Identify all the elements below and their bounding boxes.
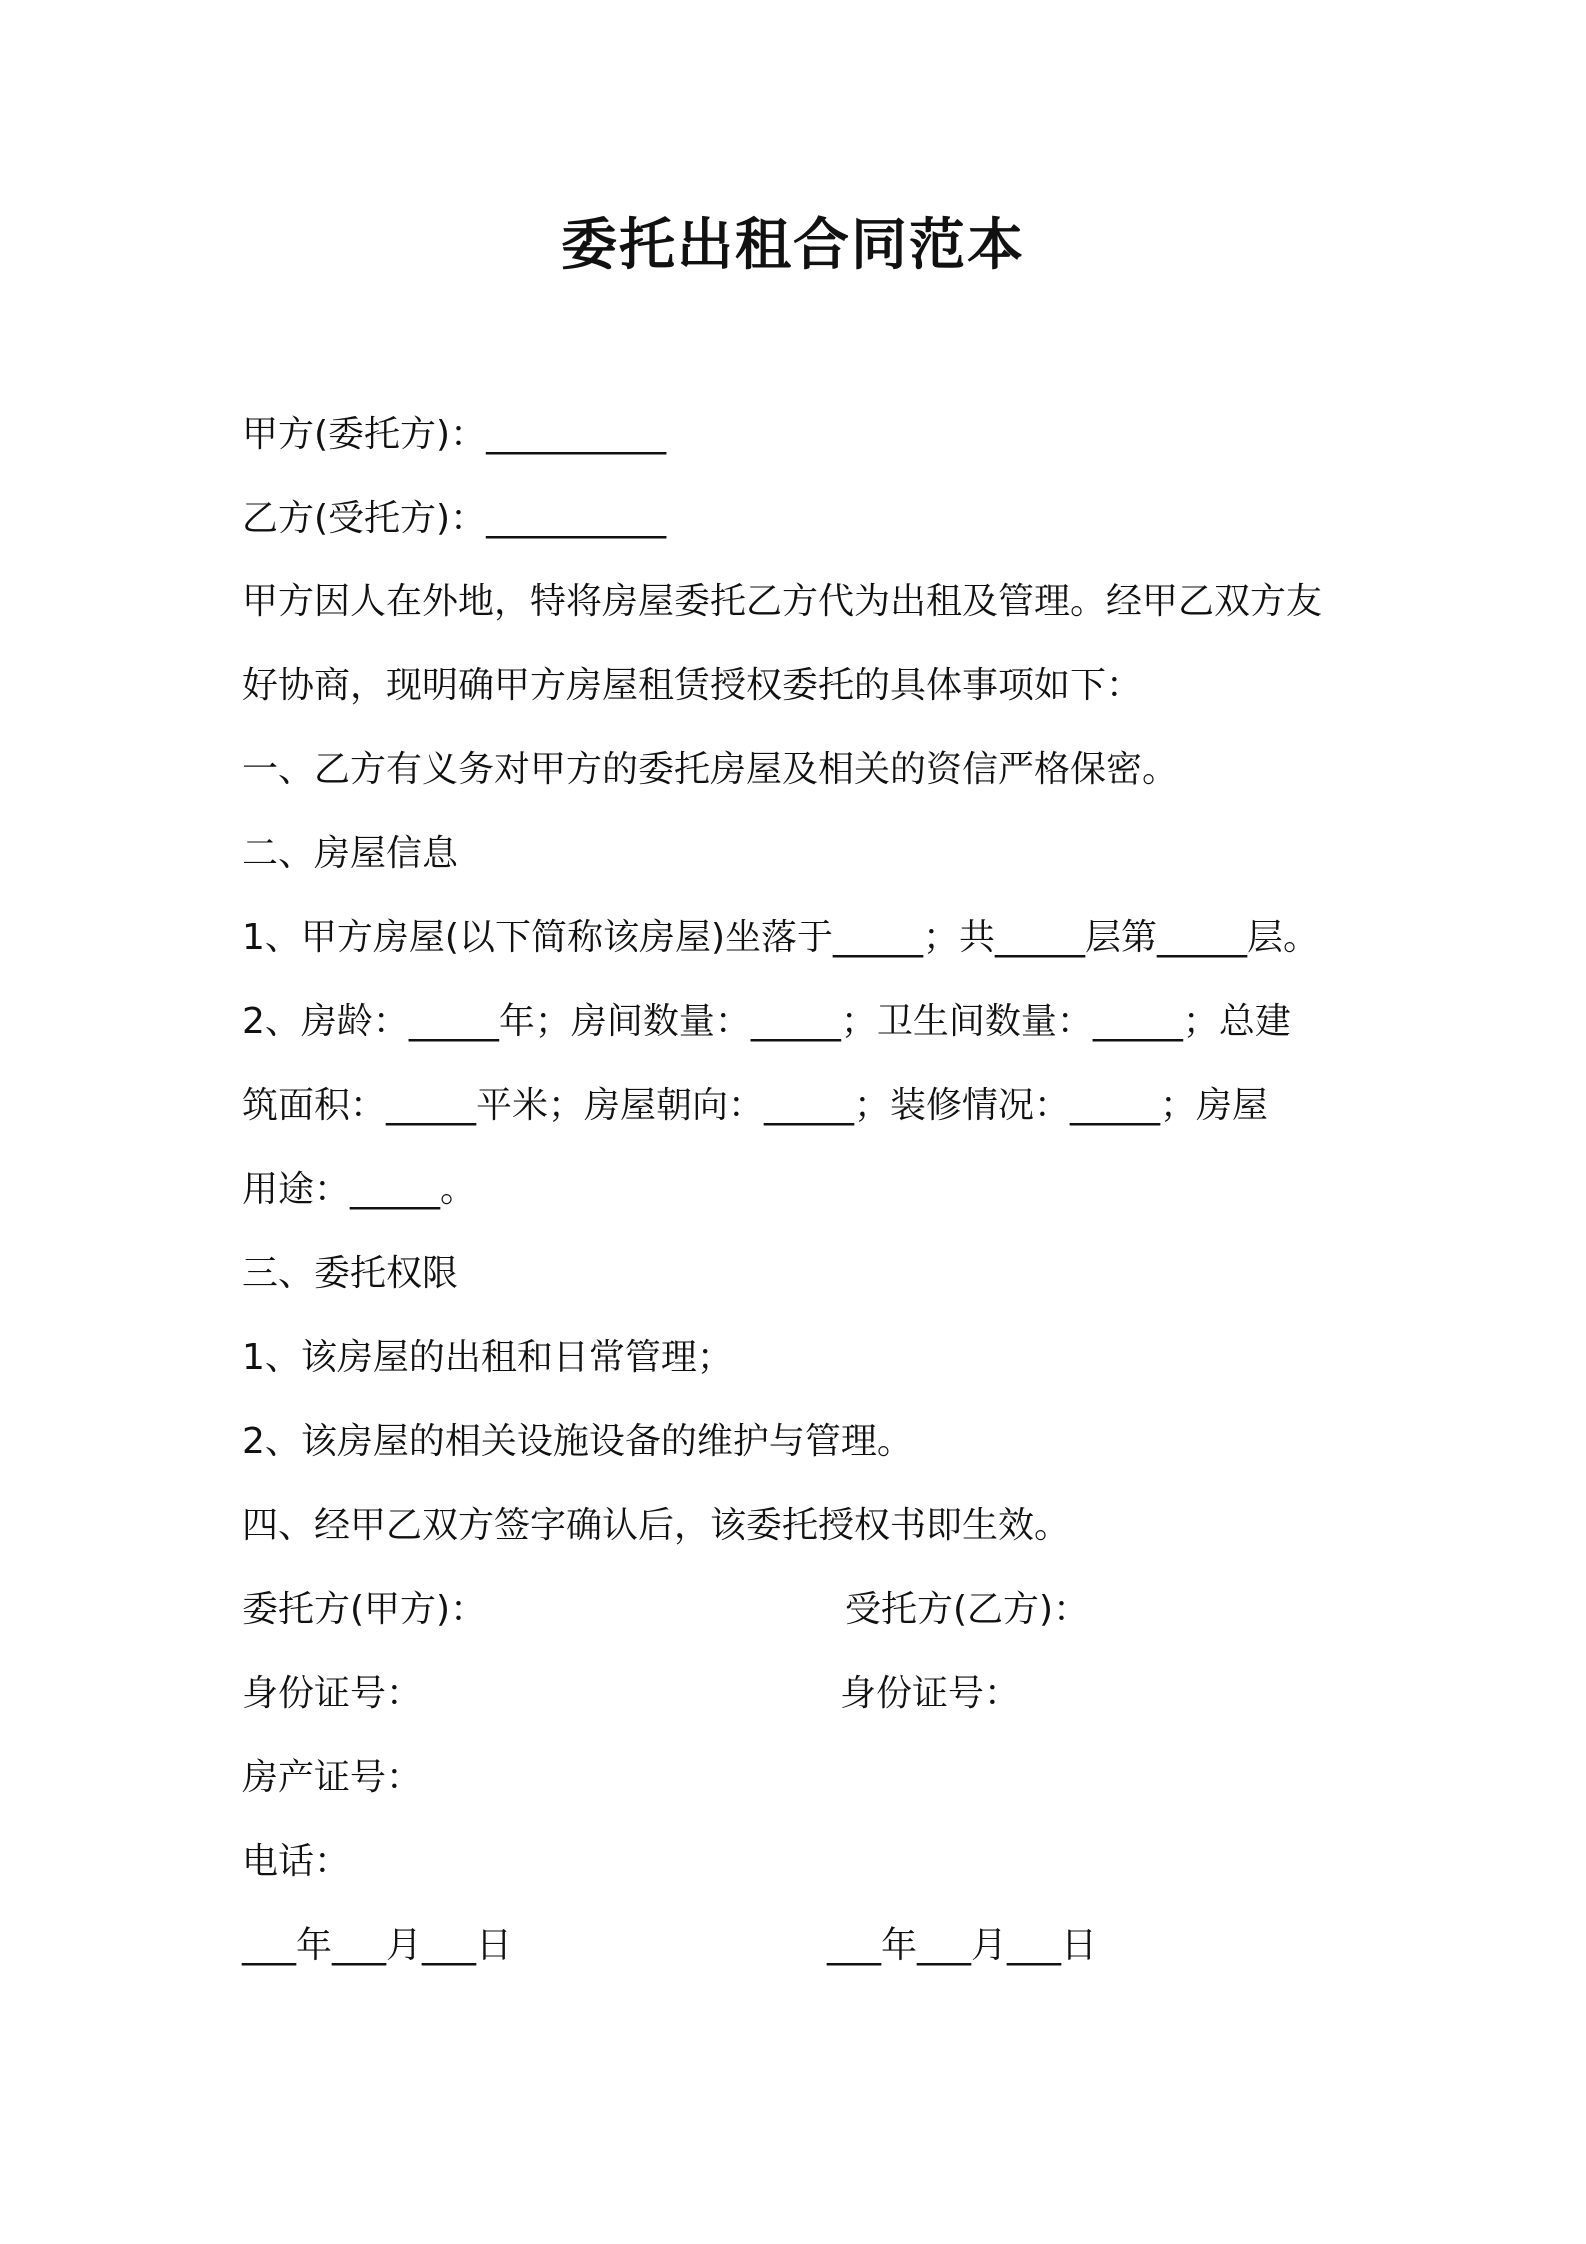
document-title: 委托出租合同范本	[561, 213, 1025, 278]
clause-4: 四、经甲乙双方签字确认后，该委托授权书即生效。	[242, 1505, 1071, 1546]
signature-right-party: 受托方(乙方)：	[845, 1589, 1090, 1630]
intro-paragraph-line-1: 甲方因人在外地，特将房屋委托乙方代为出租及管理。经甲乙双方友	[242, 581, 1323, 622]
party-b-field: 乙方(受托方)：__________	[242, 498, 667, 539]
clause-2-item-2-line-3: 用途：_____。	[242, 1169, 477, 1210]
clause-2-item-1: 1、甲方房屋(以下简称该房屋)坐落于_____；共_____层第_____层。	[242, 917, 1319, 958]
date-left: ___年___月___日	[242, 1925, 513, 1966]
signature-left-id: 身份证号：	[242, 1673, 423, 1714]
clause-2-heading: 二、房屋信息	[242, 833, 459, 874]
date-right: ___年___月___日	[827, 1925, 1098, 1966]
clause-3-heading: 三、委托权限	[242, 1253, 459, 1294]
phone-field: 电话：	[242, 1841, 351, 1882]
property-certificate-field: 房产证号：	[242, 1757, 423, 1798]
signature-left-party: 委托方(甲方)：	[242, 1589, 487, 1630]
clause-3-item-1: 1、该房屋的出租和日常管理；	[242, 1337, 733, 1378]
signature-right-id: 身份证号：	[840, 1673, 1021, 1714]
intro-paragraph-line-2: 好协商，现明确甲方房屋租赁授权委托的具体事项如下：	[242, 665, 1143, 706]
clause-2-item-2-line-2: 筑面积：_____平米；房屋朝向：_____；装修情况：_____；房屋	[242, 1085, 1269, 1126]
party-a-field: 甲方(委托方)：__________	[242, 414, 667, 455]
clause-1: 一、乙方有义务对甲方的委托房屋及相关的资信严格保密。	[242, 749, 1179, 790]
clause-2-item-2-line-1: 2、房龄：_____年；房间数量：_____；卫生间数量：_____；总建	[242, 1001, 1291, 1042]
clause-3-item-2: 2、该房屋的相关设施设备的维护与管理。	[242, 1421, 913, 1462]
